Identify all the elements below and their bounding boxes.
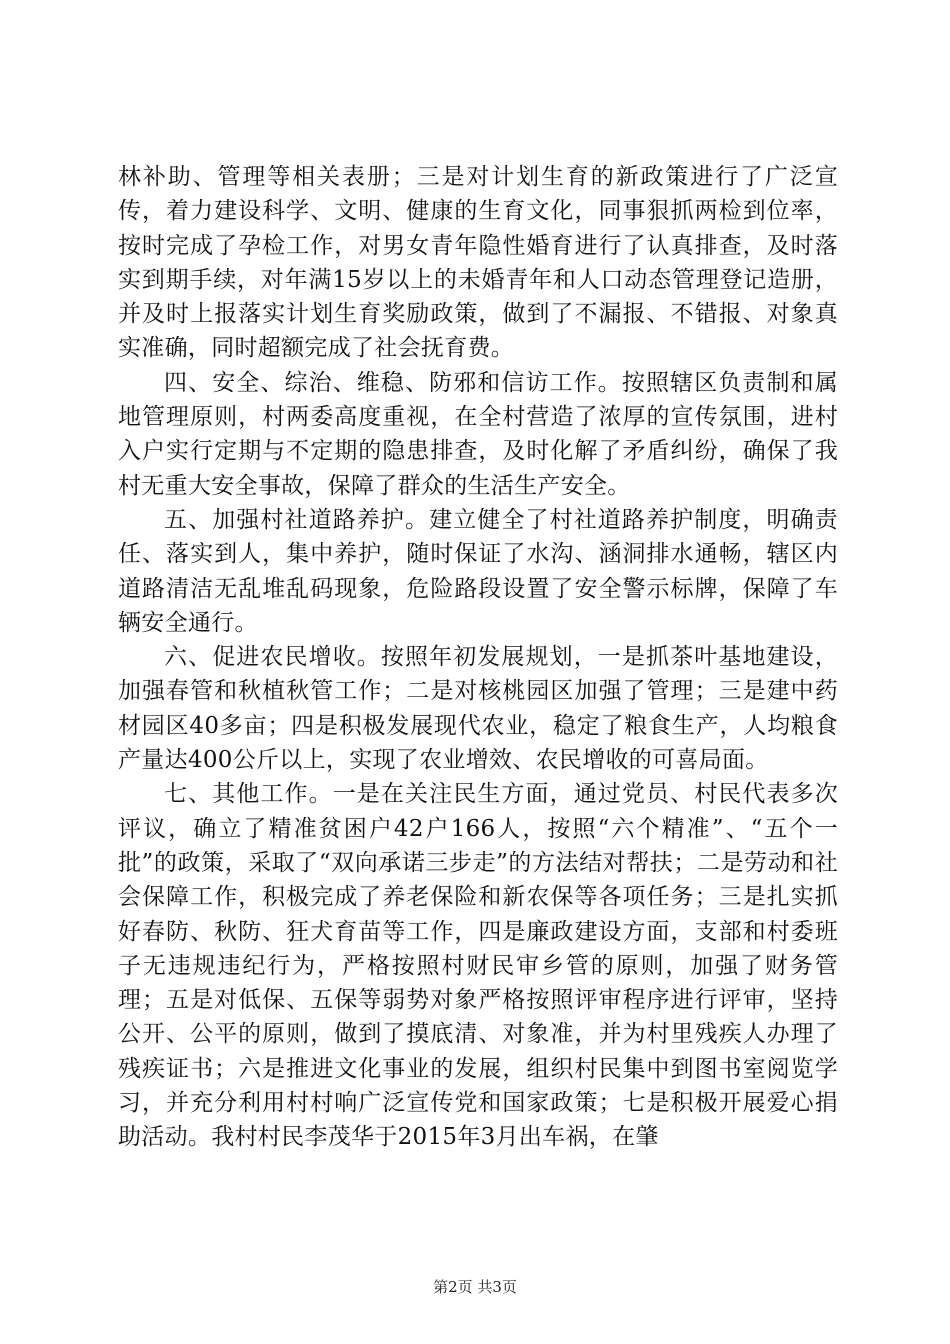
paragraph-farmer-income: 六、促进农民增收。按照年初发展规划，一是抓茶叶基地建设，加强春管和秋植秋管工作；二是对核桃园区加强了管理；三是建中药材园区40多亩；四是积极发展现代农业，稳定了粮食生产，人均粮食产量达400公斤以上，实现了农业增效、农民增收的可喜局面。 (118, 644, 838, 774)
paragraph-safety-stability: 四、安全、综治、维稳、防邪和信访工作。按照辖区负责制和属地管理原则，村两委高度重视，在全村营造了浓厚的宣传氛围，进村入户实行定期与不定期的隐患排查，及时化解了矛盾纠纷，确保了我村无重大安全事故，保障了群众的生活生产安全。 (118, 369, 838, 499)
document-body (118, 160, 838, 1155)
page-number-footer: 第2页 共3页 (433, 1278, 517, 1296)
paragraph-other-work: 七、其他工作。一是在关注民生方面，通过党员、村民代表多次评议，确立了精准贫困户42户166人，按照“六个精准”、“五个一批”的政策，采取了“双向承诺三步走”的方法结对帮扶；二是劳动和社会保障工作，积极完成了养老保险和新农保等各项任务；三是扎实抓好春防、秋防、狂犬育苗等工作，四是廉政建设方面，支部和村委班子无违规违纪行为，严格按照村财民审乡管的原则，加强了财务管理；五是对低保、五保等弱势对象严格按照评审程序进行评审，坚持公开、公平的原则，做到了摸底清、对象准，并为村里残疾人办理了残疾证书；六是推进文化事业的发展，组织村民集中到图书室阅览学习，并充分利用村村响广泛宣传党和国家政策；七是积极开展爱心捐助活动。我村村民李茂华于2015年3月出车祸，在肇 (118, 781, 838, 1151)
paragraph-family-planning-continued: 林补助、管理等相关表册；三是对计划生育的新政策进行了广泛宣传，着力建设科学、文明、健康的生育文化，同事狠抓两检到位率，按时完成了孕检工作，对男女青年隐性婚育进行了认真排查，及时落实到期手续，对年满15岁以上的未婚青年和人口动态管理登记造册，并及时上报落实计划生育奖励政策，做到了不漏报、不错报、对象真实准确，同时超额完成了社会抚育费。 (118, 164, 838, 362)
paragraph-road-maintenance: 五、加强村社道路养护。建立健全了村社道路养护制度，明确责任、落实到人，集中养护，随时保证了水沟、涵洞排水通畅，辖区内道路清洁无乱堆乱码现象，危险路段设置了安全警示标牌，保障了车辆安全通行。 (118, 506, 838, 636)
